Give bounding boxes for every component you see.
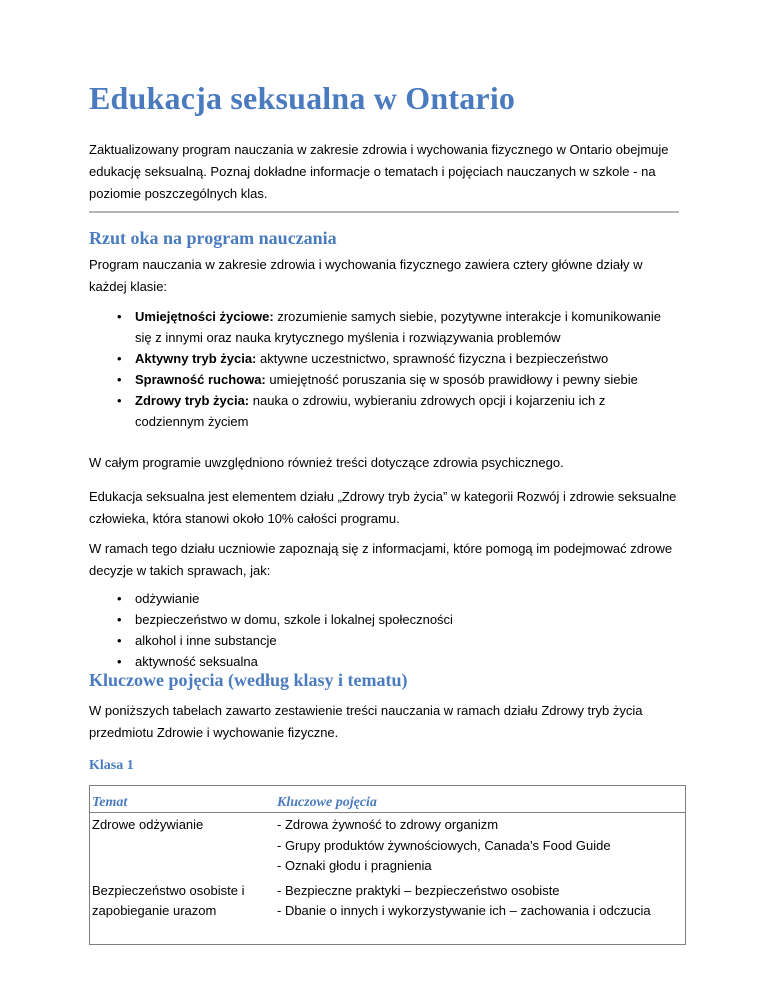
list-item: • alkohol i inne substancje: [117, 630, 677, 651]
mental-health-note: W całym programie uwzględniono również treści dotyczące zdrowia psychicznego.: [89, 455, 564, 470]
overview-heading: Rzut oka na program nauczania: [89, 228, 337, 248]
bullet-icon: •: [117, 309, 122, 324]
strand-term: Zdrowy tryb życia:: [135, 393, 250, 408]
strand-term: Sprawność ruchowa:: [135, 372, 266, 387]
topic-cell: Bezpieczeństwo osobiste i zapobieganie urazom: [92, 882, 245, 918]
bullet-icon: •: [117, 654, 122, 669]
bullet-icon: •: [117, 393, 122, 408]
concepts-cell: - Zdrowa żywność to zdrowy organizm - Grupy produktów żywnościowych, Canada’s Food Guide - Oznaki głodu i pragnienia: [277, 817, 611, 873]
key-concepts-heading: Kluczowe pojęcia (według klasy i tematu): [89, 670, 408, 690]
list-item: • bezpieczeństwo w domu, szkole i lokalnej społeczności: [117, 609, 677, 630]
list-item: [117, 369, 677, 390]
strand-description: zrozumienie samych siebie, pozytywne interakcje i komunikowanie się z innymi oraz nauka krytycznego myślenia i rozwiązywania problemów: [135, 309, 662, 345]
column-header-topic: Temat: [90, 786, 262, 813]
strand-description: nauka o zdrowiu, wybieraniu zdrowych opcji i kojarzeniu ich z codziennym życiem: [135, 393, 606, 429]
bullet-icon: •: [117, 591, 122, 606]
list-item: • odżywianie: [117, 588, 677, 609]
strand-description: aktywne uczestnictwo, sprawność fizyczna i bezpieczeństwo: [256, 351, 609, 366]
strand-term: Umiejętności życiowe:: [135, 309, 274, 324]
intro-paragraph: Zaktualizowany program nauczania w zakresie zdrowia i wychowania fizycznego w Ontario obejmuje edukację seksualną. Poznaj dokładne informacje o tematach i pojęciach nauczanych w szkole - na poziomie poszczególnych klas.: [89, 142, 669, 201]
bullet-icon: •: [117, 351, 122, 366]
list-item: [117, 390, 677, 432]
key-concepts-lead: W poniższych tabelach zawarto zestawienie treści nauczania w ramach działu Zdrowy tryb życia przedmiotu Zdrowie i wychowanie fizyczne.: [89, 703, 643, 740]
list-item: [117, 306, 677, 348]
table-header-row: [90, 786, 686, 813]
grade-1-table: [89, 785, 686, 945]
strand-description: umiejętność poruszania się w sposób prawidłowy i pewny siebie: [265, 372, 638, 387]
strand-term: Aktywny tryb życia:: [135, 351, 257, 366]
grade-heading: Klasa 1: [89, 758, 134, 773]
concepts-cell: - Bezpieczne praktyki – bezpieczeństwo osobiste - Dbanie o innych i wykorzystywanie ich – zachowania i odczucia: [277, 882, 651, 918]
sex-ed-paragraph: Edukacja seksualna jest elementem działu „Zdrowy tryb życia” w kategorii Rozwój i zdrowie seksualne człowieka, która stanowi około 10% całości programu.: [89, 489, 677, 526]
list-item: [117, 348, 677, 369]
horizontal-divider: [89, 211, 679, 213]
strands-list: [117, 306, 677, 432]
topics-list: [117, 588, 677, 672]
list-item: • aktywność seksualna: [117, 651, 677, 672]
bullet-icon: •: [117, 372, 122, 387]
table-row: [90, 879, 686, 945]
column-header-concepts: Kluczowe pojęcia: [275, 786, 686, 813]
page-title: Edukacja seksualna w Ontario: [89, 80, 516, 116]
topic-cell: Zdrowe odżywianie: [92, 817, 204, 832]
overview-lead: Program nauczania w zakresie zdrowia i wychowania fizycznego zawiera cztery główne działy w każdej klasie:: [89, 257, 643, 294]
bullet-icon: •: [117, 633, 122, 648]
table-row: [90, 813, 686, 879]
bullet-icon: •: [117, 612, 122, 627]
decisions-lead: W ramach tego działu uczniowie zapoznają się z informacjami, które pomogą im podejmować zdrowe decyzje w takich sprawach, jak:: [89, 541, 673, 578]
